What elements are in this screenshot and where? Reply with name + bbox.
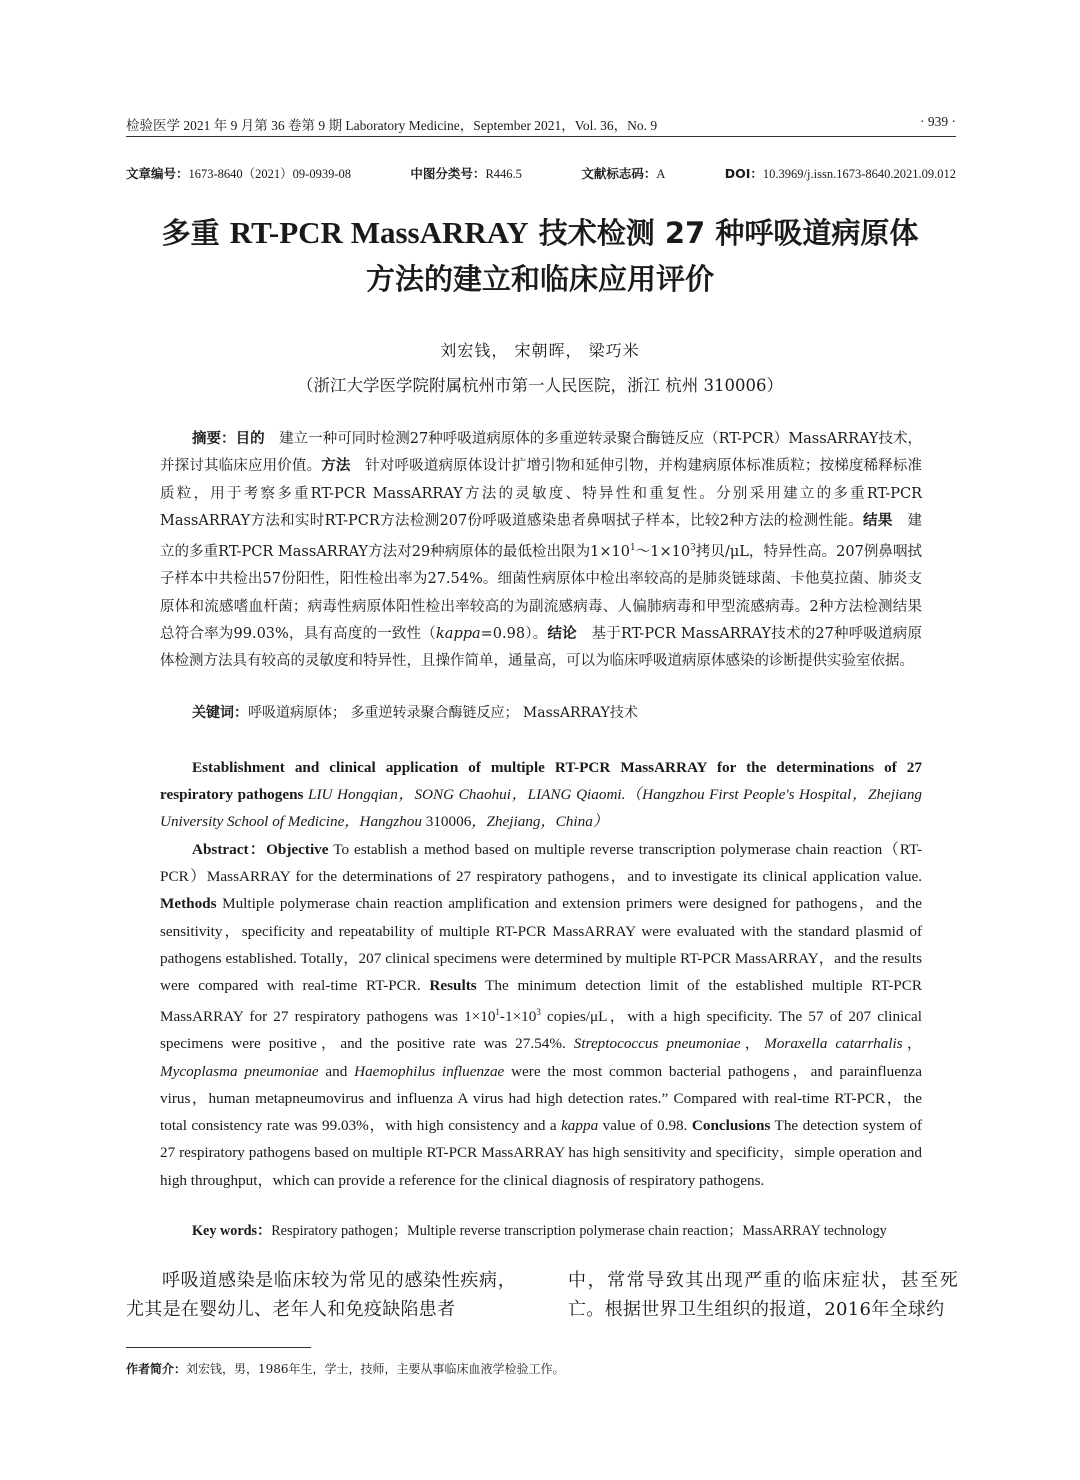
- footnote-rule: [126, 1347, 311, 1348]
- article-identifiers: [126, 164, 956, 182]
- chinese-keywords: 关键词：呼吸道病原体； 多重逆转录聚合酶链反应； MassARRAY技术: [192, 705, 638, 721]
- english-abstract: Abstract：Objective To establish a method based on multiple reverse transcription polymerase chain reaction（RT-PCR）MassARRAY for the determinations of 27 respiratory pathogens，and to investigate its clinical application value. Methods Multiple polymerase chain reaction amplification and extension primers were designed for pathogens，and the sensitivity，specificity and repeatability of multiple RT-PCR MassARRAY were evaluated with the standard plasmid of pathogens established. Totally，207 clinical specimens were determined by multiple RT-PCR MassARRAY，and the results were compared with real-time RT-PCR. Results The minimum detection limit of the established multiple RT-PCR MassARRAY for 27 respiratory pathogens was $1\times 10^1-1\times 10^3$ copies/μL，with a high specificity. The 57 of 207 clinical specimens were positive，and the positive rate was 27.54%. Streptococcus pneumoniae，Moraxella catarrhalis，Mycoplasma pneumoniae and Haemophilus influenzae were the most common bacterial pathogens，and parainfluenza virus，human metapneumovirus and influenza A virus had high detection rates.” Compared with real-time RT-PCR，the total consistency rate was 99.03%，with high consistency and a kappa value of 0.98. Conclusions The detection system of 27 respiratory pathogens based on multiple RT-PCR MassARRAY has high sensitivity and specificity，simple operation and high throughput，which can provide a reference for the clinical diagnosis of respiratory pathogens.: [160, 841, 923, 1189]
- article-title: [60, 210, 1020, 302]
- body-column-left: 呼吸道感染是临床较为常见的感染性疾病，尤其是在婴幼儿、老年人和免疫缺陷患者: [126, 1270, 516, 1320]
- body-column-right: 中，常常导致其出现严重的临床症状，甚至死亡。根据世界卫生组织的报道，2016年全球约: [568, 1270, 958, 1320]
- chinese-abstract: 摘要：目的 建立一种可同时检测27种呼吸道病原体的多重逆转录聚合酶链反应（RT-PCR）MassARRAY技术，并探讨其临床应用价值。方法 针对呼吸道病原体设计扩增引物和延伸引物，并构建病原体标准质粒；按梯度稀释标准质粒，用于考察多重RT-PCR MassARRAY方法的灵敏度、特异性和重复性。分别采用建立的多重RT-PCR MassARRAY方法和实时RT-PCR方法检测207份呼吸道感染患者鼻咽拭子样本，比较2种方法的检测性能。结果 建立的多重RT-PCR MassARRAY方法对29种病原体的最低检出限为$1\times 10^1\sim 1\times 10^3$拷贝/μL，特异性高。207例鼻咽拭子样本中共检出57份阳性，阳性检出率为27.54%。细菌性病原体中检出率较高的是肺炎链球菌、卡他莫拉菌、肺炎支原体和流感嗜血杆菌；病毒性病原体阳性检出率较高的为副流感病毒、人偏肺病毒和甲型流感病毒。2种方法检测结果总符合率为99.03%，具有高度的一致性（kappa=0.98）。结论 基于RT-PCR MassARRAY技术的27种呼吸道病原体检测方法具有较高的灵敏度和特异性，且操作简单，通量高，可以为临床呼吸道病原体感染的诊断提供实验室依据。: [160, 431, 923, 670]
- header-rule: [126, 136, 956, 137]
- english-keywords: Key words：Respiratory pathogen；Multiple reverse transcription polymerase chain reaction；MassARRAY technology: [192, 1223, 887, 1239]
- author-footnote: 作者简介：刘宏钱，男，1986年生，学士，技师，主要从事临床血液学检验工作。: [126, 1362, 565, 1376]
- affiliation: （浙江大学医学院附属杭州市第一人民医院，浙江 杭州 310006）: [297, 376, 783, 395]
- title-line-1: 多重 RT-PCR MassARRAY 技术检测 27 种呼吸道病原体: [161, 215, 919, 250]
- clc-number: 中图分类号：R446.5: [410, 166, 522, 181]
- authors: 刘宏钱， 宋朝晖， 梁巧米: [440, 341, 640, 360]
- english-title: Establishment and clinical application of multiple RT-PCR MassARRAY for the determinations of 27 respiratory pathogens: [160, 759, 922, 804]
- page-number: · 939 ·: [920, 114, 956, 129]
- title-line-2: 方法的建立和临床应用评价: [365, 262, 714, 296]
- article-number: 文章编号：1673-8640（2021）09-0939-08: [126, 166, 352, 181]
- doi: DOI：10.3969/j.issn.1673-8640.2021.09.012: [724, 166, 956, 181]
- english-title-block: Establishment and clinical application of multiple RT-PCR MassARRAY for the determinations of 27 respiratory pathogens LIU Hongqian，SONG Chaohui，LIANG Qiaomi.（Hangzhou First People's Hospital，Zhejiang University School of Medicine，Hangzhou 310006，Zhejiang，China）: [160, 759, 923, 831]
- journal-citation: 检验医学 2021 年 9 月第 36 卷第 9 期 Laboratory Medicine，September 2021，Vol. 36，No. 9: [126, 118, 658, 133]
- english-authors: LIU Hongqian，SONG Chaohui，LIANG Qiaomi.: [308, 786, 626, 804]
- running-head: [126, 114, 956, 136]
- document-code: 文献标志码：A: [581, 166, 666, 181]
